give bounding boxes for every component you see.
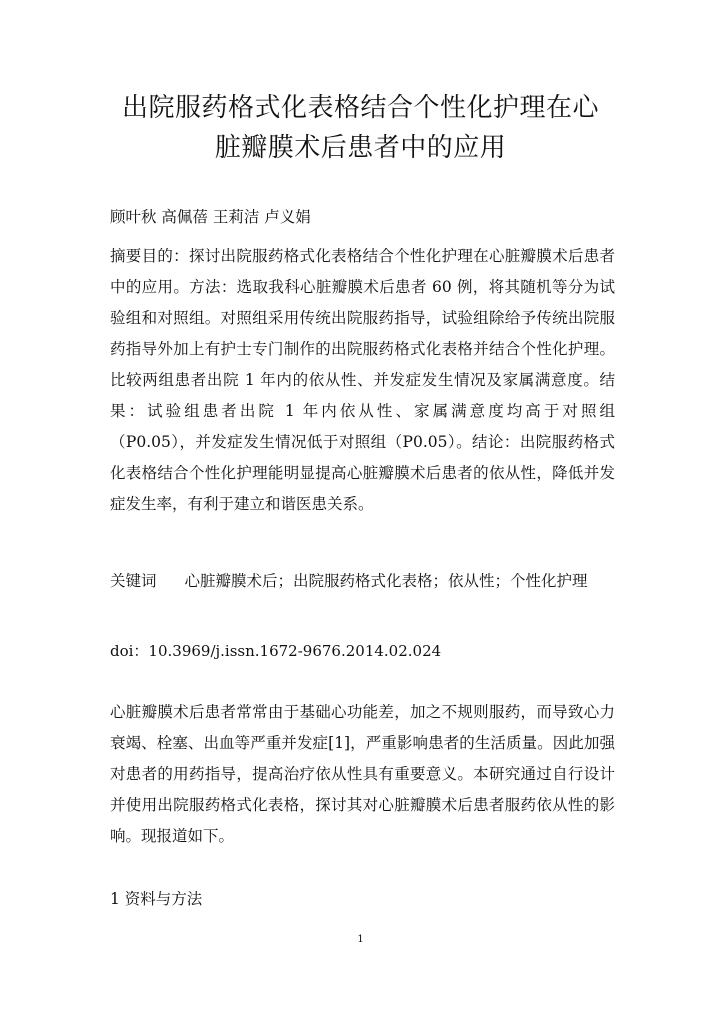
keywords-paragraph bbox=[110, 566, 615, 597]
document-title bbox=[100, 88, 621, 168]
title-line-1: 出院服药格式化表格结合个性化护理在心 bbox=[121, 93, 599, 123]
abstract-paragraph: 摘要目的：探讨出院服药格式化表格结合个性化护理在心脏瓣膜术后患者中的应用。方法：选取我科心脏瓣膜术后患者 60 例，将其随机等分为试验组和对照组。对照组采用传统出院服药指导，试验组除给予传统出院服药指导外加上有护士专门制作的出院服药格式化表格并结合个性化护理。比较两组患者出院 1 年内的依从性、并发症发生情况及家属满意度。结果：试验组患者出院 1 年内依从性、家属满意度均高于对照组（P0.05），并发症发生情况低于对照组（P0.05）。结论：出院服药格式化表格结合个性化护理能明显提高心脏瓣膜术后患者的依从性，降低并发症发生率，有利于建立和谐医患关系。 bbox=[110, 247, 615, 513]
author-list: 顾叶秋 高佩蓓 王莉洁 卢义娟 bbox=[110, 208, 311, 226]
title-line-2: 脏瓣膜术后患者中的应用 bbox=[214, 133, 507, 163]
keywords-label: 关键词 bbox=[110, 572, 157, 590]
doi-line: doi：10.3969/j.issn.1672-9676.2014.02.024 bbox=[110, 642, 442, 660]
section-heading: 1 资料与方法 bbox=[110, 890, 203, 908]
intro-paragraph: 心脏瓣膜术后患者常常由于基础心功能差，加之不规则服药，而导致心力衰竭、栓塞、出血等严重并发症[1]，严重影响患者的生活质量。因此加强对患者的用药指导，提高治疗依从性具有重要意义。本研究通过自行设计并使用出院服药格式化表格，探讨其对心脏瓣膜术后患者服药依从性的影响。现报道如下。 bbox=[110, 703, 615, 845]
page-number: 1 bbox=[357, 934, 364, 945]
keywords-list: 心脏瓣膜术后；出院服药格式化表格；依从性；个性化护理 bbox=[184, 572, 588, 590]
